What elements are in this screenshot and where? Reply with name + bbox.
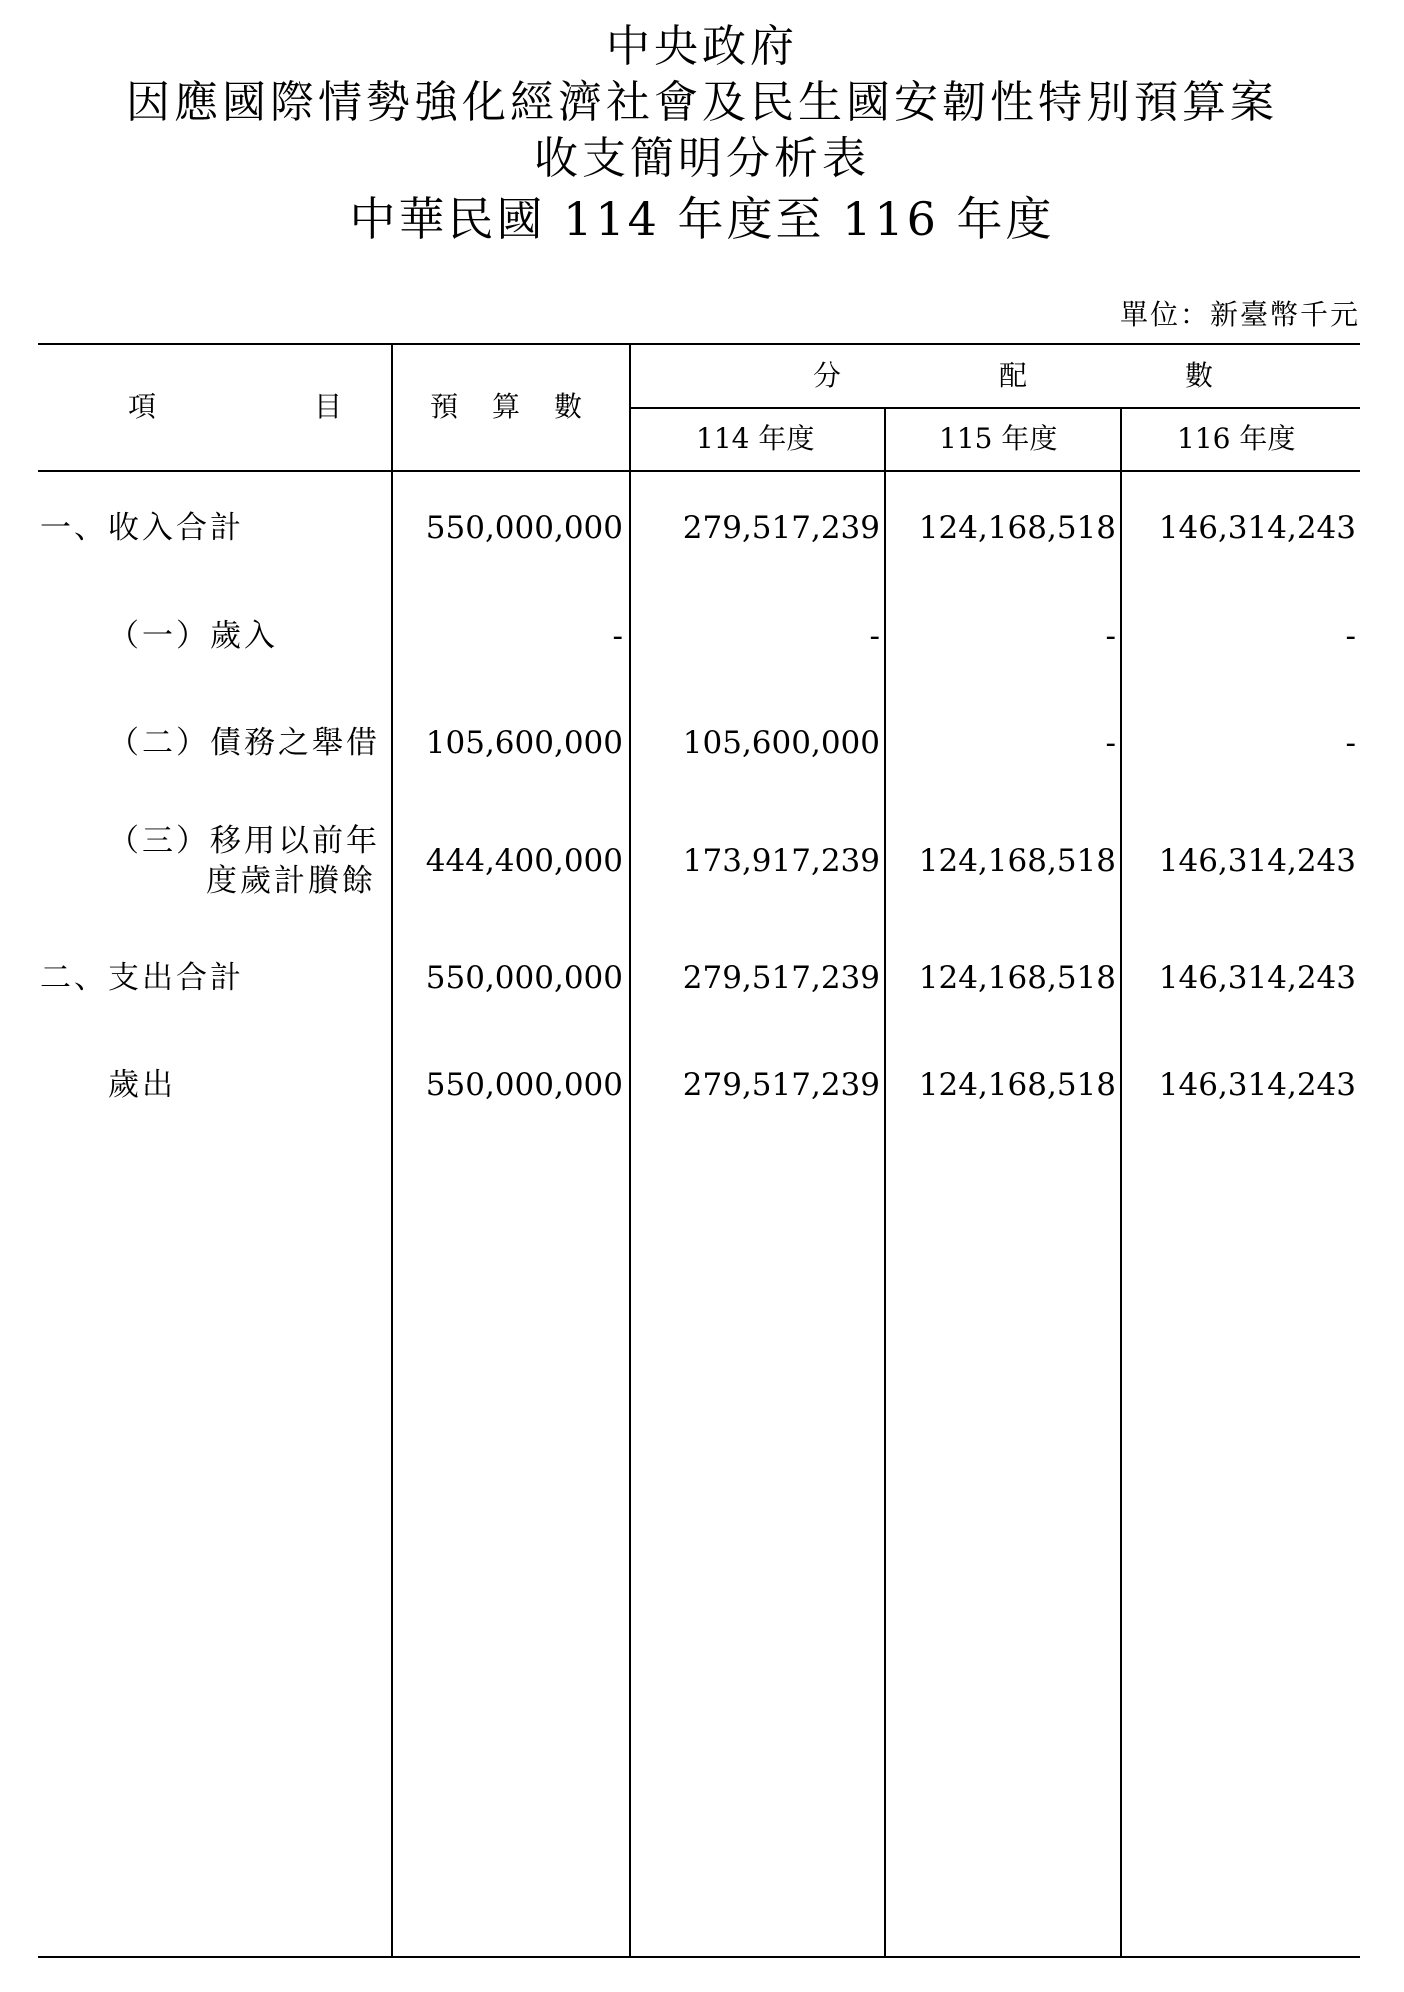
- row-budget: 105,600,000: [425, 725, 623, 761]
- row-y116: -: [1345, 618, 1356, 654]
- title-government: 中央政府: [606, 21, 798, 72]
- table-bottom-border: [38, 1956, 1360, 1958]
- row-y115: -: [1105, 618, 1116, 654]
- row-y114: 279,517,239: [682, 510, 880, 546]
- row-budget: 550,000,000: [425, 960, 623, 996]
- unit-label: 單位：新臺幣千元: [1119, 298, 1360, 331]
- row-budget: -: [612, 618, 623, 654]
- row-budget: 444,400,000: [425, 843, 623, 879]
- header-year-115: 115 年度: [939, 422, 1058, 455]
- row-y115: 124,168,518: [918, 510, 1116, 546]
- row-y116: 146,314,243: [1158, 960, 1356, 996]
- header-budget: 預 算 數: [430, 390, 586, 423]
- row-label: 歲出: [108, 1067, 176, 1103]
- row-label: 二、支出合計: [40, 960, 244, 996]
- row-y116: 146,314,243: [1158, 510, 1356, 546]
- header-bottom-border: [38, 470, 1360, 472]
- title-period: 中華民國 114 年度至 116 年度: [349, 192, 1055, 246]
- col-divider-item: [391, 343, 393, 1958]
- row-y114: 279,517,239: [682, 1067, 880, 1103]
- row-label: （一）歲入: [108, 618, 278, 654]
- row-y116: 146,314,243: [1158, 1067, 1356, 1103]
- row-label: （二）債務之舉借: [108, 725, 380, 761]
- document-titles: [0, 20, 1404, 252]
- row-y115: 124,168,518: [918, 843, 1116, 879]
- row-y114: 279,517,239: [682, 960, 880, 996]
- header-year-116: 116 年度: [1177, 422, 1296, 455]
- row-label-continued: 度歲計賸餘: [206, 863, 376, 899]
- title-table-name: 收支簡明分析表: [534, 133, 870, 184]
- row-y114: -: [869, 618, 880, 654]
- row-y115: 124,168,518: [918, 1067, 1116, 1103]
- col-divider-budget: [629, 343, 631, 1958]
- row-label: 一、收入合計: [40, 510, 244, 546]
- row-label: （三）移用以前年: [108, 823, 380, 859]
- row-y114: 105,600,000: [682, 725, 880, 761]
- allocation-divider: [630, 407, 1360, 409]
- row-y116: 146,314,243: [1158, 843, 1356, 879]
- header-year-114: 114 年度: [696, 422, 815, 455]
- summary-table: [38, 343, 1360, 1960]
- row-budget: 550,000,000: [425, 510, 623, 546]
- row-budget: 550,000,000: [425, 1067, 623, 1103]
- table-top-border: [38, 343, 1360, 345]
- row-y116: -: [1345, 725, 1356, 761]
- row-y114: 173,917,239: [682, 843, 880, 879]
- row-y115: 124,168,518: [918, 960, 1116, 996]
- title-budget-name: 因應國際情勢強化經濟社會及民生國安韌性特別預算案: [126, 77, 1278, 128]
- header-item: 項 目: [128, 390, 346, 423]
- row-y115: -: [1105, 725, 1116, 761]
- header-allocation: 分 配 數: [813, 359, 1217, 392]
